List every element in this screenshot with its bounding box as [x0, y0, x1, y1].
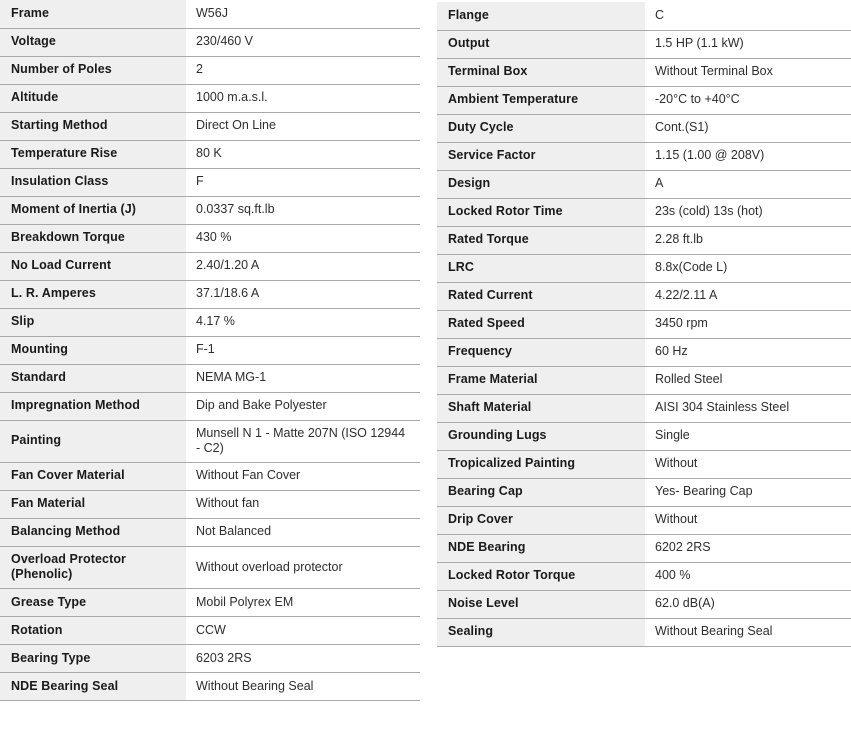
spec-row [437, 478, 851, 506]
spec-value: 430 % [186, 224, 420, 252]
spec-row [0, 589, 420, 617]
spec-label: Mounting [0, 336, 186, 364]
spec-label: NDE Bearing [437, 534, 645, 562]
spec-row [0, 518, 420, 546]
spec-value: AISI 304 Stainless Steel [645, 394, 851, 422]
spec-value: Without Bearing Seal [645, 618, 851, 646]
spec-row [437, 170, 851, 198]
spec-label: NDE Bearing Seal [0, 673, 186, 701]
spec-row [0, 392, 420, 420]
spec-row [0, 336, 420, 364]
spec-row [437, 366, 851, 394]
spec-value: 62.0 dB(A) [645, 590, 851, 618]
spec-row [437, 450, 851, 478]
spec-label: Drip Cover [437, 506, 645, 534]
spec-row [0, 364, 420, 392]
spec-value: Yes- Bearing Cap [645, 478, 851, 506]
spec-value: Without overload protector [186, 546, 420, 588]
spec-label: Grease Type [0, 589, 186, 617]
spec-label: LRC [437, 254, 645, 282]
spec-label: Design [437, 170, 645, 198]
spec-label: Rated Current [437, 282, 645, 310]
spec-row [437, 30, 851, 58]
spec-table-right [437, 2, 851, 647]
spec-label: Sealing [437, 618, 645, 646]
spec-value: 60 Hz [645, 338, 851, 366]
spec-row [437, 506, 851, 534]
spec-value: 6202 2RS [645, 534, 851, 562]
spec-value: Without Bearing Seal [186, 673, 420, 701]
spec-value: 4.17 % [186, 308, 420, 336]
spec-row [437, 2, 851, 30]
spec-value: 1000 m.a.s.l. [186, 84, 420, 112]
spec-value: 4.22/2.11 A [645, 282, 851, 310]
spec-label: Slip [0, 308, 186, 336]
spec-value: 2.40/1.20 A [186, 252, 420, 280]
spec-label: Service Factor [437, 142, 645, 170]
spec-value: F-1 [186, 336, 420, 364]
spec-row [0, 280, 420, 308]
spec-value: Dip and Bake Polyester [186, 392, 420, 420]
spec-label: Moment of Inertia (J) [0, 196, 186, 224]
spec-value: Cont.(S1) [645, 114, 851, 142]
spec-value: Mobil Polyrex EM [186, 589, 420, 617]
spec-row [437, 282, 851, 310]
spec-value: Without [645, 506, 851, 534]
spec-value: 37.1/18.6 A [186, 280, 420, 308]
spec-row [0, 112, 420, 140]
spec-value: Without Terminal Box [645, 58, 851, 86]
spec-row [437, 114, 851, 142]
spec-row [437, 534, 851, 562]
spec-value: 3450 rpm [645, 310, 851, 338]
spec-table-right-body [437, 2, 851, 646]
spec-label: Voltage [0, 28, 186, 56]
spec-row [0, 462, 420, 490]
spec-label: Number of Poles [0, 56, 186, 84]
spec-row [437, 142, 851, 170]
spec-value: 2 [186, 56, 420, 84]
spec-row [0, 0, 420, 28]
spec-row [0, 252, 420, 280]
spec-label: Standard [0, 364, 186, 392]
spec-row [0, 56, 420, 84]
spec-row [0, 490, 420, 518]
spec-row [437, 58, 851, 86]
spec-row [437, 338, 851, 366]
spec-row [0, 224, 420, 252]
spec-value: W56J [186, 0, 420, 28]
spec-label: Bearing Type [0, 645, 186, 673]
spec-row [437, 618, 851, 646]
spec-value: C [645, 2, 851, 30]
spec-value: 80 K [186, 140, 420, 168]
spec-label: Balancing Method [0, 518, 186, 546]
spec-table-left-body [0, 0, 420, 701]
spec-value: 23s (cold) 13s (hot) [645, 198, 851, 226]
spec-row [437, 394, 851, 422]
spec-value: Munsell N 1 - Matte 207N (ISO 12944 - C2) [186, 420, 420, 462]
spec-label: Impregnation Method [0, 392, 186, 420]
spec-label: L. R. Amperes [0, 280, 186, 308]
spec-label: Grounding Lugs [437, 422, 645, 450]
spec-row [437, 310, 851, 338]
spec-label: Frequency [437, 338, 645, 366]
spec-label: Shaft Material [437, 394, 645, 422]
spec-value: Without [645, 450, 851, 478]
spec-row [437, 254, 851, 282]
spec-row [0, 28, 420, 56]
spec-label: Frame Material [437, 366, 645, 394]
spec-label: Fan Cover Material [0, 462, 186, 490]
spec-row [0, 673, 420, 701]
spec-label: Altitude [0, 84, 186, 112]
spec-value: 6203 2RS [186, 645, 420, 673]
spec-row [0, 645, 420, 673]
spec-label: Noise Level [437, 590, 645, 618]
spec-label: Temperature Rise [0, 140, 186, 168]
spec-value: Without fan [186, 490, 420, 518]
spec-label: Breakdown Torque [0, 224, 186, 252]
spec-value: CCW [186, 617, 420, 645]
spec-value: Without Fan Cover [186, 462, 420, 490]
spec-row [0, 84, 420, 112]
spec-value: Direct On Line [186, 112, 420, 140]
spec-label: No Load Current [0, 252, 186, 280]
spec-row [437, 86, 851, 114]
spec-label: Terminal Box [437, 58, 645, 86]
spec-label: Rated Torque [437, 226, 645, 254]
spec-value: 8.8x(Code L) [645, 254, 851, 282]
spec-label: Tropicalized Painting [437, 450, 645, 478]
spec-label: Locked Rotor Torque [437, 562, 645, 590]
spec-label: Starting Method [0, 112, 186, 140]
spec-label: Bearing Cap [437, 478, 645, 506]
spec-row [0, 308, 420, 336]
spec-row [437, 226, 851, 254]
spec-row [0, 196, 420, 224]
spec-label: Ambient Temperature [437, 86, 645, 114]
spec-value: 2.28 ft.lb [645, 226, 851, 254]
spec-label: Fan Material [0, 490, 186, 518]
spec-value: 400 % [645, 562, 851, 590]
spec-label: Painting [0, 420, 186, 462]
spec-value: -20°C to +40°C [645, 86, 851, 114]
spec-value: 230/460 V [186, 28, 420, 56]
spec-label: Duty Cycle [437, 114, 645, 142]
spec-row [0, 617, 420, 645]
spec-label: Rated Speed [437, 310, 645, 338]
spec-label: Flange [437, 2, 645, 30]
spec-value: Rolled Steel [645, 366, 851, 394]
spec-value: NEMA MG-1 [186, 364, 420, 392]
spec-value: Single [645, 422, 851, 450]
spec-row [437, 198, 851, 226]
spec-label: Locked Rotor Time [437, 198, 645, 226]
spec-row [0, 140, 420, 168]
spec-value: F [186, 168, 420, 196]
spec-label: Insulation Class [0, 168, 186, 196]
spec-table-left [0, 0, 420, 701]
spec-row [0, 420, 420, 462]
spec-label: Overload Protector (Phenolic) [0, 546, 186, 588]
spec-row [0, 168, 420, 196]
spec-label: Rotation [0, 617, 186, 645]
spec-value: 1.5 HP (1.1 kW) [645, 30, 851, 58]
spec-value: 1.15 (1.00 @ 208V) [645, 142, 851, 170]
spec-row [437, 422, 851, 450]
spec-row [437, 590, 851, 618]
spec-value: Not Balanced [186, 518, 420, 546]
spec-row [0, 546, 420, 588]
spec-row [437, 562, 851, 590]
spec-label: Frame [0, 0, 186, 28]
spec-value: 0.0337 sq.ft.lb [186, 196, 420, 224]
spec-value: A [645, 170, 851, 198]
spec-label: Output [437, 30, 645, 58]
